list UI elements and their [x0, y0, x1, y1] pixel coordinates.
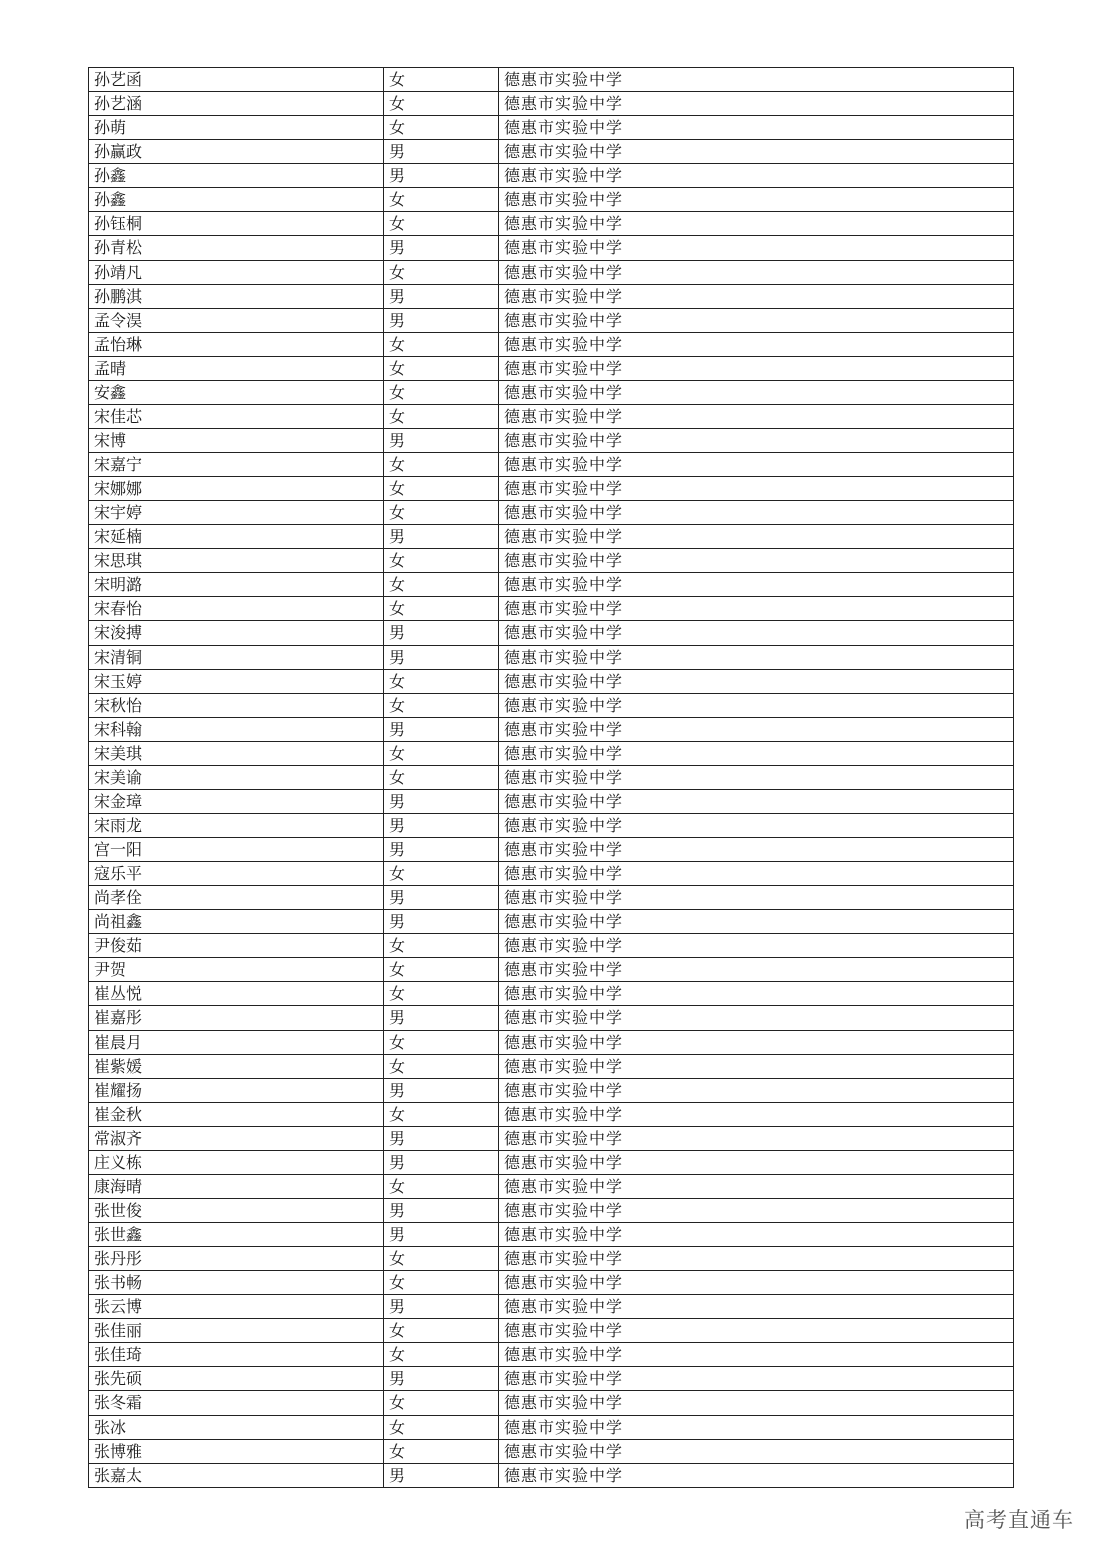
table-row	[89, 477, 1014, 501]
gender-cell: 女	[384, 68, 499, 92]
name-cell: 崔丛悦	[89, 982, 384, 1006]
school-cell: 德惠市实验中学	[499, 1319, 1014, 1343]
name-cell: 宋明潞	[89, 573, 384, 597]
gender-cell: 女	[384, 693, 499, 717]
school-cell: 德惠市实验中学	[499, 717, 1014, 741]
table-row	[89, 549, 1014, 573]
school-cell: 德惠市实验中学	[499, 813, 1014, 837]
school-cell: 德惠市实验中学	[499, 428, 1014, 452]
gender-cell: 男	[384, 1295, 499, 1319]
name-cell: 宋金璋	[89, 789, 384, 813]
table-row	[89, 236, 1014, 260]
table-row	[89, 92, 1014, 116]
watermark-text: 高考直通车	[964, 1508, 1074, 1532]
school-cell: 德惠市实验中学	[499, 1247, 1014, 1271]
name-cell: 宋科翰	[89, 717, 384, 741]
table-row	[89, 380, 1014, 404]
name-cell: 常淑齐	[89, 1126, 384, 1150]
gender-cell: 女	[384, 356, 499, 380]
school-cell: 德惠市实验中学	[499, 1271, 1014, 1295]
gender-cell: 女	[384, 1439, 499, 1463]
table-row	[89, 717, 1014, 741]
name-cell: 宋玉婷	[89, 669, 384, 693]
table-row	[89, 886, 1014, 910]
table-row	[89, 284, 1014, 308]
gender-cell: 女	[384, 453, 499, 477]
gender-cell: 男	[384, 1223, 499, 1247]
gender-cell: 女	[384, 1391, 499, 1415]
name-cell: 宋美谕	[89, 765, 384, 789]
school-cell: 德惠市实验中学	[499, 356, 1014, 380]
gender-cell: 女	[384, 741, 499, 765]
school-cell: 德惠市实验中学	[499, 982, 1014, 1006]
table-row	[89, 1343, 1014, 1367]
name-cell: 崔嘉彤	[89, 1006, 384, 1030]
school-cell: 德惠市实验中学	[499, 1054, 1014, 1078]
table-row	[89, 669, 1014, 693]
name-cell: 孙赢政	[89, 140, 384, 164]
name-cell: 宋娜娜	[89, 477, 384, 501]
gender-cell: 男	[384, 1126, 499, 1150]
name-cell: 孙鹏淇	[89, 284, 384, 308]
gender-cell: 女	[384, 982, 499, 1006]
name-cell: 张云博	[89, 1295, 384, 1319]
name-cell: 孙艺函	[89, 68, 384, 92]
table-row	[89, 1054, 1014, 1078]
table-row	[89, 1391, 1014, 1415]
table-row	[89, 1006, 1014, 1030]
name-cell: 宋清铜	[89, 645, 384, 669]
gender-cell: 女	[384, 501, 499, 525]
school-cell: 德惠市实验中学	[499, 1439, 1014, 1463]
table-row	[89, 838, 1014, 862]
school-cell: 德惠市实验中学	[499, 789, 1014, 813]
gender-cell: 女	[384, 188, 499, 212]
gender-cell: 女	[384, 404, 499, 428]
gender-cell: 女	[384, 669, 499, 693]
name-cell: 宋雨龙	[89, 813, 384, 837]
name-cell: 孟令淏	[89, 308, 384, 332]
name-cell: 张丹彤	[89, 1247, 384, 1271]
school-cell: 德惠市实验中学	[499, 1150, 1014, 1174]
student-list-table	[88, 67, 1014, 1488]
table-row	[89, 68, 1014, 92]
name-cell: 尹贺	[89, 958, 384, 982]
gender-cell: 男	[384, 1367, 499, 1391]
name-cell: 崔耀扬	[89, 1078, 384, 1102]
gender-cell: 男	[384, 1078, 499, 1102]
gender-cell: 男	[384, 621, 499, 645]
gender-cell: 男	[384, 308, 499, 332]
table-row	[89, 1078, 1014, 1102]
school-cell: 德惠市实验中学	[499, 1463, 1014, 1487]
school-cell: 德惠市实验中学	[499, 116, 1014, 140]
gender-cell: 男	[384, 1150, 499, 1174]
table-row	[89, 1126, 1014, 1150]
table-row	[89, 1198, 1014, 1222]
gender-cell: 女	[384, 477, 499, 501]
name-cell: 宋佳芯	[89, 404, 384, 428]
table-row	[89, 140, 1014, 164]
gender-cell: 男	[384, 140, 499, 164]
gender-cell: 男	[384, 525, 499, 549]
school-cell: 德惠市实验中学	[499, 332, 1014, 356]
name-cell: 张冬霜	[89, 1391, 384, 1415]
name-cell: 寇乐平	[89, 862, 384, 886]
table-row	[89, 862, 1014, 886]
school-cell: 德惠市实验中学	[499, 958, 1014, 982]
school-cell: 德惠市实验中学	[499, 645, 1014, 669]
table-row	[89, 1102, 1014, 1126]
name-cell: 宋秋怡	[89, 693, 384, 717]
school-cell: 德惠市实验中学	[499, 1295, 1014, 1319]
school-cell: 德惠市实验中学	[499, 236, 1014, 260]
school-cell: 德惠市实验中学	[499, 188, 1014, 212]
table-row	[89, 1439, 1014, 1463]
name-cell: 张世鑫	[89, 1223, 384, 1247]
school-cell: 德惠市实验中学	[499, 212, 1014, 236]
school-cell: 德惠市实验中学	[499, 525, 1014, 549]
school-cell: 德惠市实验中学	[499, 1030, 1014, 1054]
name-cell: 尚祖鑫	[89, 910, 384, 934]
table-row	[89, 1463, 1014, 1487]
gender-cell: 女	[384, 332, 499, 356]
name-cell: 孙艺涵	[89, 92, 384, 116]
table-row	[89, 332, 1014, 356]
name-cell: 孙青松	[89, 236, 384, 260]
table-row	[89, 1150, 1014, 1174]
table-row	[89, 501, 1014, 525]
gender-cell: 男	[384, 813, 499, 837]
school-cell: 德惠市实验中学	[499, 1198, 1014, 1222]
school-cell: 德惠市实验中学	[499, 1006, 1014, 1030]
name-cell: 孙鑫	[89, 164, 384, 188]
name-cell: 宫一阳	[89, 838, 384, 862]
table-row	[89, 645, 1014, 669]
gender-cell: 男	[384, 717, 499, 741]
school-cell: 德惠市实验中学	[499, 549, 1014, 573]
gender-cell: 女	[384, 380, 499, 404]
table-row	[89, 1367, 1014, 1391]
table-row	[89, 982, 1014, 1006]
table-row	[89, 308, 1014, 332]
table-row	[89, 404, 1014, 428]
table-row	[89, 741, 1014, 765]
name-cell: 孟怡琳	[89, 332, 384, 356]
gender-cell: 女	[384, 260, 499, 284]
name-cell: 张世俊	[89, 1198, 384, 1222]
table-row	[89, 789, 1014, 813]
gender-cell: 男	[384, 838, 499, 862]
school-cell: 德惠市实验中学	[499, 693, 1014, 717]
gender-cell: 女	[384, 1174, 499, 1198]
name-cell: 尚孝佺	[89, 886, 384, 910]
school-cell: 德惠市实验中学	[499, 621, 1014, 645]
name-cell: 庄义栋	[89, 1150, 384, 1174]
school-cell: 德惠市实验中学	[499, 934, 1014, 958]
gender-cell: 男	[384, 1463, 499, 1487]
name-cell: 孙钰桐	[89, 212, 384, 236]
table-row	[89, 1295, 1014, 1319]
table-body	[89, 68, 1014, 1488]
name-cell: 尹俊茹	[89, 934, 384, 958]
table-row	[89, 910, 1014, 934]
name-cell: 孙鑫	[89, 188, 384, 212]
school-cell: 德惠市实验中学	[499, 404, 1014, 428]
school-cell: 德惠市实验中学	[499, 1343, 1014, 1367]
table-row	[89, 934, 1014, 958]
table-row	[89, 1271, 1014, 1295]
name-cell: 张冰	[89, 1415, 384, 1439]
table-row	[89, 1247, 1014, 1271]
gender-cell: 男	[384, 1198, 499, 1222]
gender-cell: 女	[384, 573, 499, 597]
gender-cell: 女	[384, 212, 499, 236]
school-cell: 德惠市实验中学	[499, 1102, 1014, 1126]
gender-cell: 男	[384, 1006, 499, 1030]
school-cell: 德惠市实验中学	[499, 140, 1014, 164]
school-cell: 德惠市实验中学	[499, 477, 1014, 501]
table-row	[89, 1174, 1014, 1198]
name-cell: 张书畅	[89, 1271, 384, 1295]
gender-cell: 女	[384, 1319, 499, 1343]
school-cell: 德惠市实验中学	[499, 741, 1014, 765]
table-row	[89, 116, 1014, 140]
table-row	[89, 188, 1014, 212]
table-row	[89, 1223, 1014, 1247]
gender-cell: 女	[384, 597, 499, 621]
gender-cell: 女	[384, 549, 499, 573]
school-cell: 德惠市实验中学	[499, 1126, 1014, 1150]
gender-cell: 男	[384, 236, 499, 260]
table-row	[89, 813, 1014, 837]
name-cell: 宋延楠	[89, 525, 384, 549]
school-cell: 德惠市实验中学	[499, 92, 1014, 116]
name-cell: 张佳琦	[89, 1343, 384, 1367]
school-cell: 德惠市实验中学	[499, 1415, 1014, 1439]
school-cell: 德惠市实验中学	[499, 862, 1014, 886]
name-cell: 张先硕	[89, 1367, 384, 1391]
gender-cell: 女	[384, 1102, 499, 1126]
school-cell: 德惠市实验中学	[499, 573, 1014, 597]
school-cell: 德惠市实验中学	[499, 910, 1014, 934]
gender-cell: 男	[384, 789, 499, 813]
school-cell: 德惠市实验中学	[499, 260, 1014, 284]
school-cell: 德惠市实验中学	[499, 164, 1014, 188]
name-cell: 宋浚搏	[89, 621, 384, 645]
name-cell: 宋思琪	[89, 549, 384, 573]
gender-cell: 男	[384, 886, 499, 910]
gender-cell: 女	[384, 92, 499, 116]
school-cell: 德惠市实验中学	[499, 765, 1014, 789]
gender-cell: 女	[384, 934, 499, 958]
table-row	[89, 428, 1014, 452]
table-row	[89, 164, 1014, 188]
table-row	[89, 621, 1014, 645]
school-cell: 德惠市实验中学	[499, 501, 1014, 525]
name-cell: 张佳丽	[89, 1319, 384, 1343]
name-cell: 孙萌	[89, 116, 384, 140]
school-cell: 德惠市实验中学	[499, 838, 1014, 862]
name-cell: 宋嘉宁	[89, 453, 384, 477]
name-cell: 张博雅	[89, 1439, 384, 1463]
gender-cell: 女	[384, 1343, 499, 1367]
name-cell: 宋美琪	[89, 741, 384, 765]
gender-cell: 女	[384, 116, 499, 140]
school-cell: 德惠市实验中学	[499, 453, 1014, 477]
table-row	[89, 693, 1014, 717]
name-cell: 孟晴	[89, 356, 384, 380]
table-row	[89, 1030, 1014, 1054]
gender-cell: 男	[384, 284, 499, 308]
table-row	[89, 260, 1014, 284]
school-cell: 德惠市实验中学	[499, 1223, 1014, 1247]
table-row	[89, 765, 1014, 789]
table-row	[89, 453, 1014, 477]
gender-cell: 男	[384, 910, 499, 934]
gender-cell: 女	[384, 862, 499, 886]
gender-cell: 女	[384, 1415, 499, 1439]
table-row	[89, 597, 1014, 621]
name-cell: 宋春怡	[89, 597, 384, 621]
gender-cell: 女	[384, 1247, 499, 1271]
school-cell: 德惠市实验中学	[499, 886, 1014, 910]
name-cell: 康海晴	[89, 1174, 384, 1198]
gender-cell: 女	[384, 1054, 499, 1078]
table-row	[89, 1319, 1014, 1343]
table-row	[89, 212, 1014, 236]
gender-cell: 女	[384, 765, 499, 789]
name-cell: 崔金秋	[89, 1102, 384, 1126]
name-cell: 张嘉太	[89, 1463, 384, 1487]
name-cell: 宋宇婷	[89, 501, 384, 525]
table-row	[89, 525, 1014, 549]
gender-cell: 女	[384, 1030, 499, 1054]
gender-cell: 女	[384, 1271, 499, 1295]
table-row	[89, 356, 1014, 380]
table-row	[89, 573, 1014, 597]
school-cell: 德惠市实验中学	[499, 1391, 1014, 1415]
name-cell: 崔晨月	[89, 1030, 384, 1054]
name-cell: 孙靖凡	[89, 260, 384, 284]
school-cell: 德惠市实验中学	[499, 68, 1014, 92]
school-cell: 德惠市实验中学	[499, 669, 1014, 693]
gender-cell: 男	[384, 164, 499, 188]
school-cell: 德惠市实验中学	[499, 284, 1014, 308]
gender-cell: 女	[384, 958, 499, 982]
gender-cell: 男	[384, 645, 499, 669]
school-cell: 德惠市实验中学	[499, 1174, 1014, 1198]
school-cell: 德惠市实验中学	[499, 380, 1014, 404]
school-cell: 德惠市实验中学	[499, 597, 1014, 621]
school-cell: 德惠市实验中学	[499, 1367, 1014, 1391]
name-cell: 崔紫媛	[89, 1054, 384, 1078]
table-row	[89, 958, 1014, 982]
name-cell: 宋博	[89, 428, 384, 452]
gender-cell: 男	[384, 428, 499, 452]
school-cell: 德惠市实验中学	[499, 1078, 1014, 1102]
table-row	[89, 1415, 1014, 1439]
name-cell: 安鑫	[89, 380, 384, 404]
school-cell: 德惠市实验中学	[499, 308, 1014, 332]
